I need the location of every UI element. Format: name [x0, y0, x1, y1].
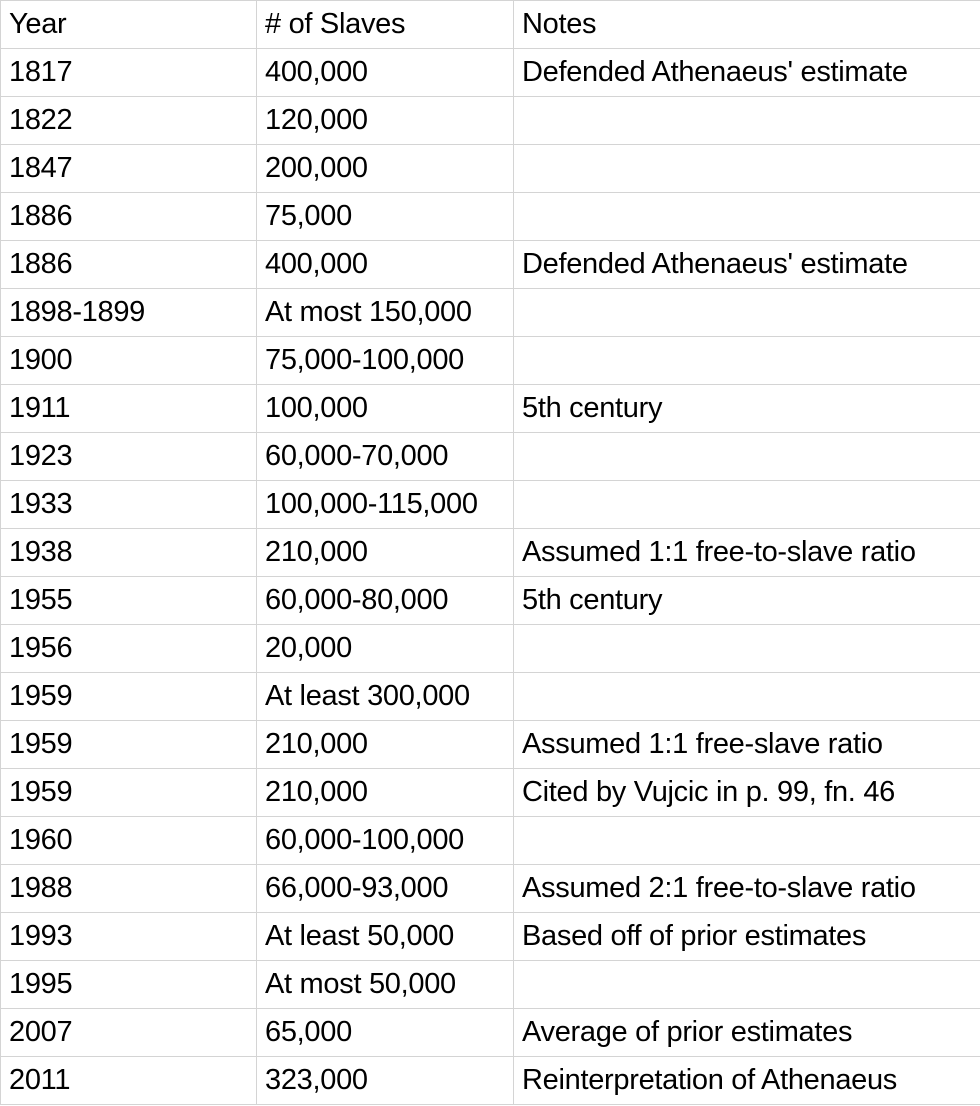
table-row [1, 433, 980, 481]
cell-notes[interactable] [514, 97, 980, 145]
header-notes[interactable]: Notes [514, 1, 980, 49]
cell-year[interactable]: 1988 [1, 865, 257, 913]
cell-notes[interactable] [514, 433, 980, 481]
cell-notes[interactable]: 5th century [514, 577, 980, 625]
table-row [1, 721, 980, 769]
cell-slaves[interactable]: 120,000 [257, 97, 514, 145]
cell-year[interactable]: 1886 [1, 193, 257, 241]
cell-notes[interactable] [514, 481, 980, 529]
cell-slaves[interactable]: 210,000 [257, 721, 514, 769]
cell-notes[interactable]: Assumed 2:1 free-to-slave ratio [514, 865, 980, 913]
header-row [1, 1, 980, 49]
cell-notes[interactable]: Assumed 1:1 free-slave ratio [514, 721, 980, 769]
table-row [1, 769, 980, 817]
cell-notes[interactable] [514, 193, 980, 241]
cell-year[interactable]: 1959 [1, 769, 257, 817]
cell-year[interactable]: 2007 [1, 1009, 257, 1057]
table-row [1, 529, 980, 577]
cell-year[interactable]: 1955 [1, 577, 257, 625]
table-row [1, 241, 980, 289]
table-row [1, 673, 980, 721]
cell-notes[interactable] [514, 337, 980, 385]
cell-year[interactable]: 1847 [1, 145, 257, 193]
cell-year[interactable]: 1960 [1, 817, 257, 865]
table-row [1, 961, 980, 1009]
cell-year[interactable]: 1822 [1, 97, 257, 145]
cell-slaves[interactable]: 200,000 [257, 145, 514, 193]
cell-slaves[interactable]: At most 150,000 [257, 289, 514, 337]
cell-slaves[interactable]: 20,000 [257, 625, 514, 673]
cell-notes[interactable]: 5th century [514, 385, 980, 433]
table-row [1, 337, 980, 385]
table-row [1, 97, 980, 145]
cell-notes[interactable]: Defended Athenaeus' estimate [514, 241, 980, 289]
cell-year[interactable]: 1956 [1, 625, 257, 673]
cell-notes[interactable] [514, 817, 980, 865]
cell-notes[interactable] [514, 673, 980, 721]
table-body [1, 49, 980, 1105]
cell-slaves[interactable]: 60,000-100,000 [257, 817, 514, 865]
cell-slaves[interactable]: 323,000 [257, 1057, 514, 1105]
cell-slaves[interactable]: At least 300,000 [257, 673, 514, 721]
cell-notes[interactable]: Assumed 1:1 free-to-slave ratio [514, 529, 980, 577]
cell-year[interactable]: 1995 [1, 961, 257, 1009]
cell-slaves[interactable]: 75,000-100,000 [257, 337, 514, 385]
table-row [1, 481, 980, 529]
cell-notes[interactable] [514, 961, 980, 1009]
cell-year[interactable]: 2011 [1, 1057, 257, 1105]
cell-year[interactable]: 1886 [1, 241, 257, 289]
table-row [1, 49, 980, 97]
cell-notes[interactable]: Reinterpretation of Athenaeus [514, 1057, 980, 1105]
table-row [1, 1057, 980, 1105]
table-row [1, 913, 980, 961]
table-row [1, 817, 980, 865]
cell-year[interactable]: 1817 [1, 49, 257, 97]
table-row [1, 1009, 980, 1057]
cell-slaves[interactable]: 400,000 [257, 241, 514, 289]
table-row [1, 865, 980, 913]
cell-notes[interactable]: Defended Athenaeus' estimate [514, 49, 980, 97]
table-row [1, 193, 980, 241]
cell-slaves[interactable]: 75,000 [257, 193, 514, 241]
cell-year[interactable]: 1959 [1, 673, 257, 721]
cell-notes[interactable] [514, 625, 980, 673]
cell-slaves[interactable]: 60,000-80,000 [257, 577, 514, 625]
cell-year[interactable]: 1911 [1, 385, 257, 433]
cell-slaves[interactable]: 66,000-93,000 [257, 865, 514, 913]
cell-slaves[interactable]: At least 50,000 [257, 913, 514, 961]
table-row [1, 577, 980, 625]
cell-year[interactable]: 1993 [1, 913, 257, 961]
cell-slaves[interactable]: 400,000 [257, 49, 514, 97]
cell-slaves[interactable]: 65,000 [257, 1009, 514, 1057]
cell-notes[interactable]: Based off of prior estimates [514, 913, 980, 961]
cell-slaves[interactable]: 100,000 [257, 385, 514, 433]
table-row [1, 289, 980, 337]
cell-year[interactable]: 1933 [1, 481, 257, 529]
cell-year[interactable]: 1898-1899 [1, 289, 257, 337]
cell-slaves[interactable]: 100,000-115,000 [257, 481, 514, 529]
cell-slaves[interactable]: 210,000 [257, 769, 514, 817]
cell-year[interactable]: 1900 [1, 337, 257, 385]
cell-notes[interactable]: Average of prior estimates [514, 1009, 980, 1057]
cell-notes[interactable] [514, 145, 980, 193]
cell-year[interactable]: 1959 [1, 721, 257, 769]
table-row [1, 625, 980, 673]
cell-notes[interactable]: Cited by Vujcic in p. 99, fn. 46 [514, 769, 980, 817]
header-year[interactable]: Year [1, 1, 257, 49]
cell-notes[interactable] [514, 289, 980, 337]
header-slaves[interactable]: # of Slaves [257, 1, 514, 49]
cell-slaves[interactable]: At most 50,000 [257, 961, 514, 1009]
table-row [1, 385, 980, 433]
cell-year[interactable]: 1938 [1, 529, 257, 577]
cell-year[interactable]: 1923 [1, 433, 257, 481]
cell-slaves[interactable]: 60,000-70,000 [257, 433, 514, 481]
cell-slaves[interactable]: 210,000 [257, 529, 514, 577]
table-row [1, 145, 980, 193]
